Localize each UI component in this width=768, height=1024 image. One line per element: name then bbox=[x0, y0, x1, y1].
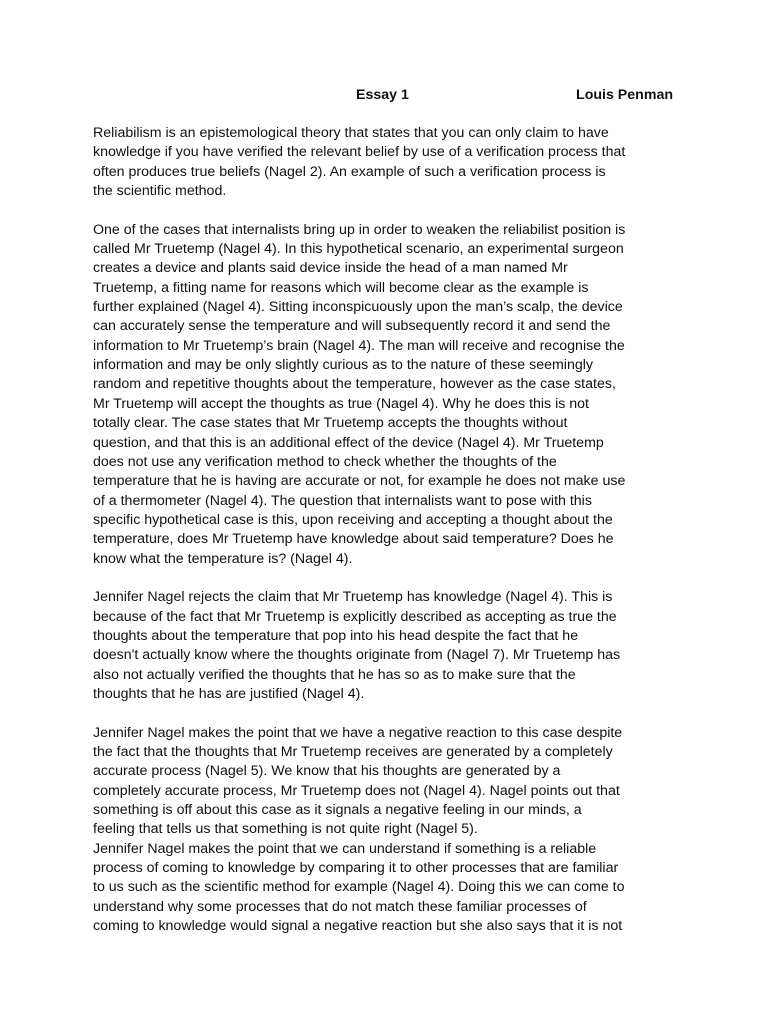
document-header bbox=[93, 87, 673, 107]
paragraph-truetemp-case: One of the cases that internalists bring up in order to weaken the reliabilist position is called Mr Truetemp (Nagel 4). In this hypothetical scenario, an experimental surgeon creates a device and plants said device inside the head of a man named Mr Truetemp, a fitting name for reasons which will become clear as the example is further explained (Nagel 4). Sitting inconspicuously upon the man’s scalp, the device can accurately sense the temperature and will subsequently record it and send the information to Mr Truetemp’s brain (Nagel 4). The man will receive and recognise the information and may be only slightly curious as to the nature of these seemingly random and repetitive thoughts about the temperature, however as the case states, Mr Truetemp will accept the thoughts as true (Nagel 4). Why he does this is not totally clear. The case states that Mr Truetemp accepts the thoughts without question, and that this is an additional effect of the device (Nagel 4). Mr Truetemp does not use any verification method to check whether the thoughts of the temperature that he is having are accurate or not, for example he does not make use of a thermometer (Nagel 4). The question that internalists want to pose with this specific hypothetical case is this, upon receiving and accepting a thought about the temperature, does Mr Truetemp have knowledge about said temperature? Does he know what the temperature is? (Nagel 4). bbox=[93, 221, 626, 567]
paragraph-reliabilism-definition: Reliabilism is an epistemological theory that states that you can only claim to have knowledge if you have verified the relevant belief by use of a verification process that often produces true beliefs (Nagel 2). An example of such a verification process is the scientific method. bbox=[93, 125, 626, 200]
essay-title: Essay 1 bbox=[356, 87, 409, 103]
paragraph-negative-reaction: Jennifer Nagel makes the point that we have a negative reaction to this case despite the fact that the thoughts that Mr Truetemp receives are generated by a completely accurate process (Nagel 5). We know that his thoughts are generated by a completely accurate process, Mr Truetemp does not (Nagel 4). Nagel points out that something is off about this case as it signals a negative feeling in our minds, a feeling that tells us that something is not quite right (Nagel 5). bbox=[93, 724, 623, 838]
paragraph-reliable-process: Jennifer Nagel makes the point that we can understand if something is a reliable process of coming to knowledge by comparing it to other processes that are familiar to us such as the scientific method for example (Nagel 4). Doing this we can come to understand why some processes that do not match these familiar processes of coming to knowledge would signal a negative reaction but she also says that it is not bbox=[93, 840, 625, 935]
author-name: Louis Penman bbox=[576, 87, 673, 103]
paragraph-nagel-rejects: Jennifer Nagel rejects the claim that Mr Truetemp has knowledge (Nagel 4). This is because of the fact that Mr Truetemp is explicitly described as accepting as true the thoughts about the temperature that pop into his head despite the fact that he doesn't actually know where the thoughts originate from (Nagel 7). Mr Truetemp has also not actually verified the thoughts that he has so as to make sure that the thoughts that he has are justified (Nagel 4). bbox=[93, 589, 621, 702]
document-body bbox=[93, 124, 683, 956]
